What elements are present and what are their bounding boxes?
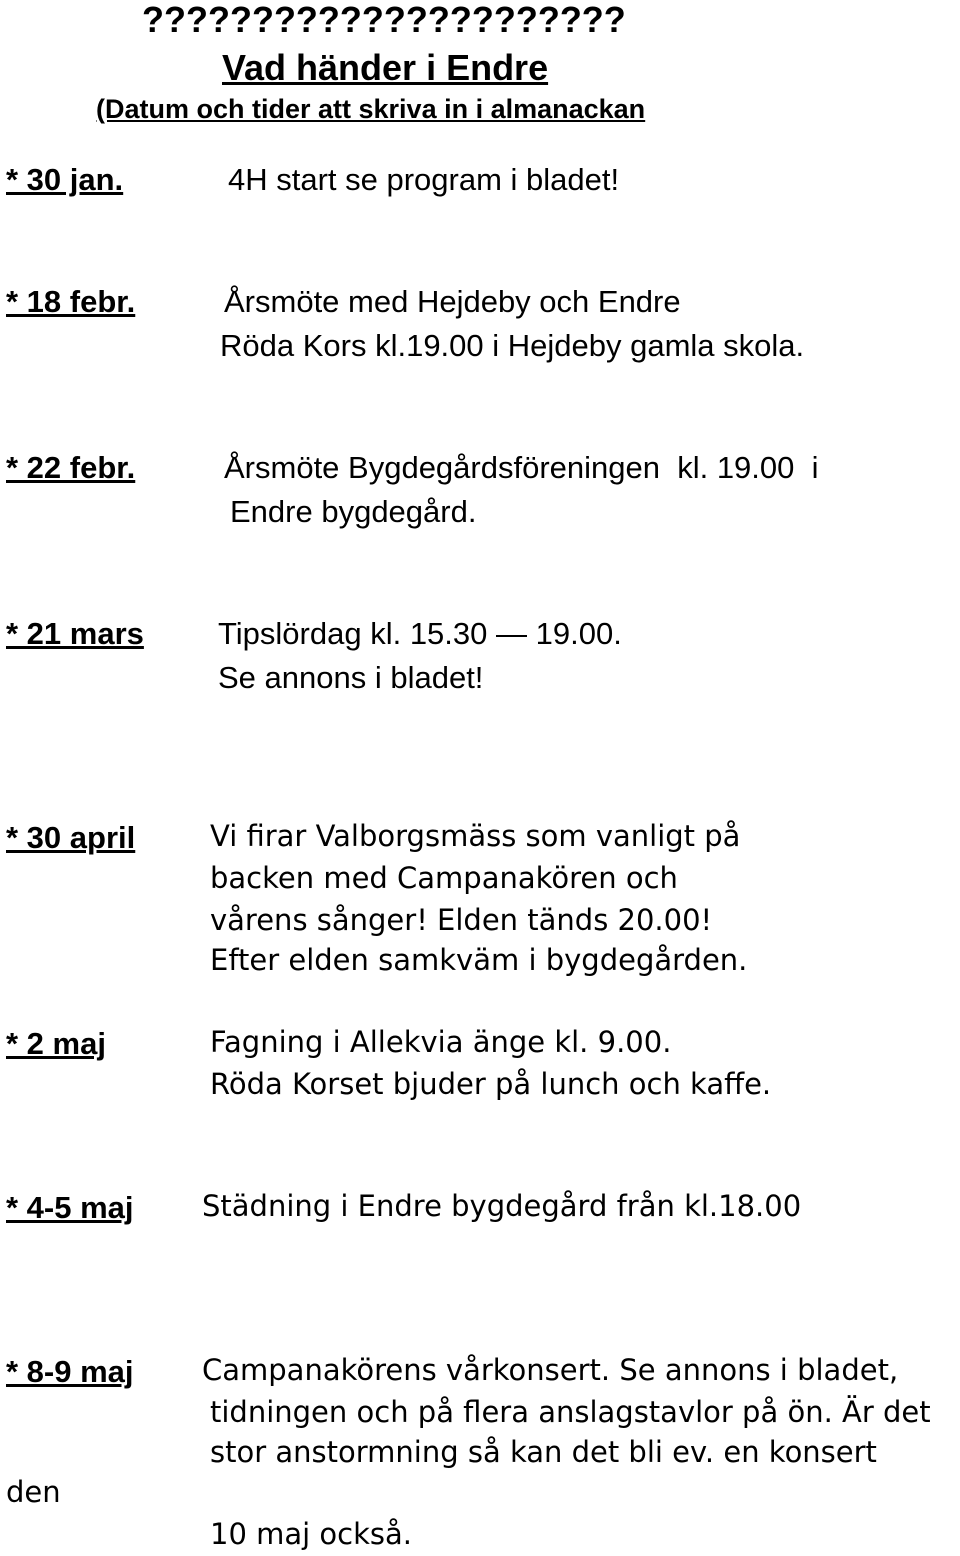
event-date-4-5-maj: * 4-5 maj bbox=[6, 1190, 134, 1225]
event-text-8-9-maj-line-1: Campanakörens vårkonsert. Se annons i bladet, bbox=[202, 1353, 899, 1387]
question-marks-heading: ?????????????????????? bbox=[142, 0, 626, 40]
event-text-30-april-line-3: vårens sånger! Elden tänds 20.00! bbox=[210, 903, 713, 937]
event-date-18-febr: * 18 febr. bbox=[6, 284, 136, 319]
event-text-8-9-maj-line-3: stor anstormning så kan det bli ev. en konsert bbox=[210, 1435, 877, 1469]
event-text-2-maj-line-1: Fagning i Allekvia änge kl. 9.00. bbox=[210, 1025, 672, 1059]
event-text-8-9-maj-line-4: 10 maj också. bbox=[210, 1517, 412, 1551]
event-text-18-febr-line-1: Årsmöte med Hejdeby och Endre bbox=[224, 284, 681, 319]
event-text-30-jan-line-1: 4H start se program i bladet! bbox=[228, 162, 620, 197]
event-date-22-febr: * 22 febr. bbox=[6, 450, 136, 485]
event-text-30-april-line-1: Vi firar Valborgsmäss som vanligt på bbox=[210, 819, 741, 853]
event-text-4-5-maj-line-1: Städning i Endre bygdegård från kl.18.00 bbox=[202, 1189, 802, 1223]
event-text-30-april-line-4: Efter elden samkväm i bygdegården. bbox=[210, 943, 748, 977]
event-text-18-febr-line-2: Röda Kors kl.19.00 i Hejdeby gamla skola. bbox=[220, 328, 805, 363]
event-date-21-mars: * 21 mars bbox=[6, 616, 144, 651]
event-text-21-mars-line-1: Tipslördag kl. 15.30 — 19.00. bbox=[218, 616, 622, 651]
event-date-30-april: * 30 april bbox=[6, 820, 136, 855]
event-text-2-maj-line-2: Röda Korset bjuder på lunch och kaffe. bbox=[210, 1067, 772, 1101]
event-text-22-febr-line-2: Endre bygdegård. bbox=[230, 494, 477, 529]
page-title: Vad händer i Endre bbox=[222, 47, 549, 88]
event-text-22-febr-line-1: Årsmöte Bygdegårdsföreningen kl. 19.00 i bbox=[224, 450, 819, 485]
event-text-21-mars-line-2: Se annons i bladet! bbox=[218, 660, 484, 695]
event-text-8-9-maj-trailing-word: den bbox=[6, 1475, 61, 1509]
page-subtitle: (Datum och tider att skriva in i almanackan bbox=[96, 94, 646, 124]
event-date-2-maj: * 2 maj bbox=[6, 1026, 106, 1061]
event-date-8-9-maj: * 8-9 maj bbox=[6, 1354, 134, 1389]
event-date-30-jan: * 30 jan. bbox=[6, 162, 124, 197]
event-text-30-april-line-2: backen med Campanakören och bbox=[210, 861, 678, 895]
event-text-8-9-maj-line-2: tidningen och på flera anslagstavlor på ön. Är det bbox=[210, 1395, 931, 1429]
